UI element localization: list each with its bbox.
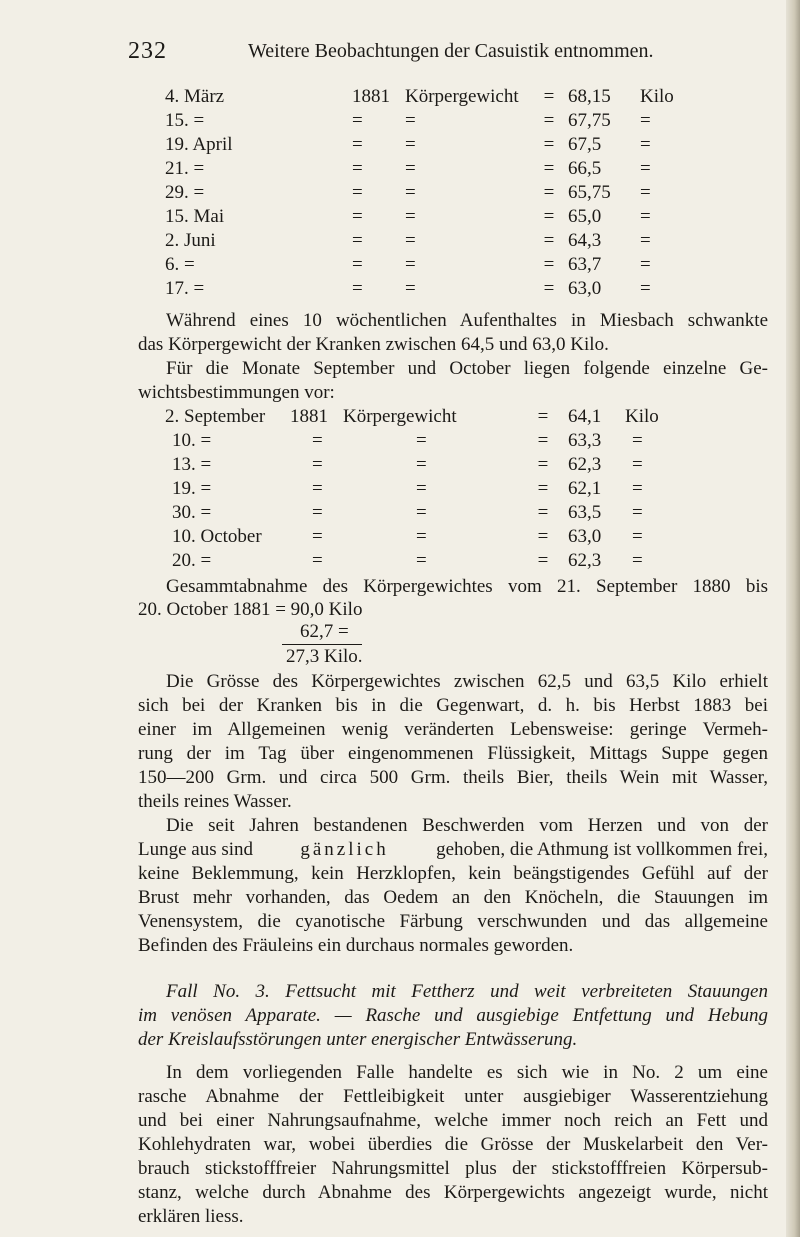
weight-value: 67,5 [568, 134, 602, 155]
year-cell: = [312, 478, 323, 499]
text-line [138, 838, 768, 862]
label-cell: = [416, 502, 427, 523]
label-cell: Körpergewicht [405, 86, 519, 107]
equals-sign: = [537, 526, 549, 547]
table-row [0, 278, 800, 302]
text-line: im venösen Apparate. — Rasche und ausgiebige Entfettung und Hebung [138, 1005, 768, 1026]
date-cell: 10. = [172, 430, 212, 451]
weight-value: 63,0 [568, 526, 602, 547]
year-cell: = [352, 278, 363, 299]
weight-value: 62,3 [568, 550, 602, 571]
table-row [0, 86, 800, 110]
date-cell: 29. = [165, 182, 205, 203]
paragraph-weight-maintenance [138, 670, 768, 814]
date-cell: 6. = [165, 254, 195, 275]
text-line: Brust mehr vorhanden, das Oedem an den Knöcheln, die Stauungen im [138, 887, 768, 908]
unit-cell: = [640, 182, 651, 203]
equals-sign: = [543, 86, 555, 107]
text-line: 150—200 Grm. und circa 500 Grm. theils Bier, theils Wein mit Wasser, [138, 767, 768, 788]
text-line: rung der im Tag über eingenommenen Flüssigkeit, Mittags Suppe gegen [138, 743, 768, 764]
weight-value: 64,1 [568, 406, 602, 427]
unit-cell: = [640, 254, 651, 275]
label-cell: = [405, 254, 416, 275]
unit-cell: = [640, 230, 651, 251]
equals-sign: = [537, 454, 549, 475]
table-row [0, 454, 800, 478]
text-line: Venensystem, die cyanotische Färbung verschwunden und das allgemeine [138, 911, 768, 932]
equals-sign: = [543, 278, 555, 299]
summary-line-2: 20. October 1881 = 90,0 Kilo [138, 599, 363, 620]
year-cell: 1881 [290, 406, 328, 427]
label-cell: = [405, 158, 416, 179]
label-cell: = [405, 230, 416, 251]
text-line: Befinden des Fräuleins ein durchaus normales geworden. [138, 935, 574, 956]
text-line: wichtsbestimmungen vor: [138, 382, 335, 403]
equals-sign: = [537, 406, 549, 427]
unit-cell: = [632, 430, 643, 451]
table-row [0, 230, 800, 254]
year-cell: = [352, 254, 363, 275]
weight-value: 68,15 [568, 86, 611, 107]
unit-cell: = [632, 478, 643, 499]
summary-subtrahend: 62,7 = [300, 621, 349, 642]
text-line: sich bei der Kranken bis in die Gegenwart, d. h. bis Herbst 1883 bei [138, 695, 768, 716]
year-cell: = [352, 158, 363, 179]
paragraph-symptoms [138, 814, 768, 958]
paragraph-case-3 [138, 1061, 768, 1229]
equals-sign: = [537, 430, 549, 451]
text-line: Fall No. 3. Fettsucht mit Fettherz und weit verbreiteten Stauungen [166, 981, 768, 1002]
equals-sign: = [543, 110, 555, 131]
weight-value: 66,5 [568, 158, 602, 179]
weight-value: 64,3 [568, 230, 602, 251]
date-cell: 2. September [165, 406, 266, 427]
year-cell: = [312, 430, 323, 451]
paragraph-miesbach [138, 309, 768, 405]
label-cell: = [416, 478, 427, 499]
unit-cell: = [640, 278, 651, 299]
table-row [0, 254, 800, 278]
equals-sign: = [543, 134, 555, 155]
year-cell: = [352, 206, 363, 227]
weight-value: 65,0 [568, 206, 602, 227]
unit-cell: = [640, 206, 651, 227]
unit-cell: Kilo [625, 406, 659, 427]
text-line: der Kreislaufsstörungen unter energischer Entwässerung. [138, 1029, 578, 1050]
unit-cell: = [640, 134, 651, 155]
table-row [0, 502, 800, 526]
equals-sign: = [537, 550, 549, 571]
unit-cell: Kilo [640, 86, 674, 107]
text-line: brauch stickstofffreier Nahrungsmittel plus der stickstofffreien Körpersub- [138, 1158, 768, 1179]
date-cell: 30. = [172, 502, 212, 523]
text-line: Die Grösse des Körpergewichtes zwischen 62,5 und 63,5 Kilo erhielt [166, 671, 768, 692]
label-cell: = [416, 454, 427, 475]
text-line: einer im Allgemeinen wenig veränderten Lebensweise: geringe Vermeh- [138, 719, 768, 740]
text-line: stanz, welche durch Abnahme des Körpergewichts angezeigt wurde, nicht [138, 1182, 768, 1203]
year-cell: = [312, 526, 323, 547]
weight-value: 62,3 [568, 454, 602, 475]
weight-value: 67,75 [568, 110, 611, 131]
text-line: Für die Monate September und October liegen folgende einzelne Ge- [166, 358, 768, 379]
date-cell: 19. April [165, 134, 233, 155]
equals-sign: = [543, 158, 555, 179]
text-line: Die seit Jahren bestandenen Beschwerden vom Herzen und von der [166, 815, 768, 836]
unit-cell: = [640, 110, 651, 131]
text-line: und bei einer Nahrungsaufnahme, welche immer noch reich an Fett und [138, 1110, 768, 1131]
date-cell: 4. März [165, 86, 225, 107]
page-number: 232 [128, 38, 167, 64]
equals-sign: = [543, 254, 555, 275]
label-cell: = [416, 526, 427, 547]
equals-sign: = [543, 206, 555, 227]
unit-cell: = [632, 502, 643, 523]
text-line: rasche Abnahme der Fettleibigkeit unter ausgiebiger Wasserentziehung [138, 1086, 768, 1107]
weight-value: 63,3 [568, 430, 602, 451]
date-cell: 21. = [165, 158, 205, 179]
running-head: Weitere Beobachtungen der Casuistik entnommen. [248, 40, 654, 62]
date-cell: 20. = [172, 550, 212, 571]
emphasis-text: gänzlich [300, 839, 389, 860]
text-line: Kohlehydraten war, wobei überdies die Grösse der Muskelarbeit den Ver- [138, 1134, 768, 1155]
label-cell: = [405, 134, 416, 155]
text-line: das Körpergewicht der Kranken zwischen 64,5 und 63,0 Kilo. [138, 334, 609, 355]
label-cell: = [405, 278, 416, 299]
case-heading [138, 980, 768, 1052]
date-cell: 19. = [172, 478, 212, 499]
equals-sign: = [537, 502, 549, 523]
table-row [0, 478, 800, 502]
label-cell: = [405, 182, 416, 203]
table-row [0, 206, 800, 230]
text-line: Gesammtabnahme des Körpergewichtes vom 21. September 1880 bis [166, 576, 768, 597]
summary-result: 27,3 Kilo. [286, 646, 363, 667]
unit-cell: = [632, 526, 643, 547]
year-cell: 1881 [352, 86, 390, 107]
table-row [0, 550, 800, 574]
weight-value: 63,7 [568, 254, 602, 275]
year-cell: = [312, 550, 323, 571]
label-cell: Körpergewicht [343, 406, 457, 427]
table-row [0, 406, 800, 430]
weight-value: 65,75 [568, 182, 611, 203]
text-line: erklären liess. [138, 1206, 244, 1227]
table-row [0, 110, 800, 134]
text-line: keine Beklemmung, kein Herzklopfen, kein beängstigendes Gefühl auf der [138, 863, 768, 884]
text-segment: gehoben, die Athmung ist vollkommen frei, [436, 839, 768, 860]
year-cell: = [352, 110, 363, 131]
date-cell: 15. = [165, 110, 205, 131]
date-cell: 17. = [165, 278, 205, 299]
date-cell: 15. Mai [165, 206, 225, 227]
equals-sign: = [537, 478, 549, 499]
year-cell: = [352, 182, 363, 203]
table-row [0, 134, 800, 158]
year-cell: = [312, 454, 323, 475]
table-row [0, 430, 800, 454]
summary-total-loss [138, 575, 768, 599]
label-cell: = [416, 550, 427, 571]
year-cell: = [312, 502, 323, 523]
unit-cell: = [632, 454, 643, 475]
label-cell: = [416, 430, 427, 451]
text-line: theils reines Wasser. [138, 791, 292, 812]
page-header [128, 38, 768, 68]
label-cell: = [405, 206, 416, 227]
weight-value: 63,0 [568, 278, 602, 299]
equals-sign: = [543, 230, 555, 251]
year-cell: = [352, 134, 363, 155]
year-cell: = [352, 230, 363, 251]
unit-cell: = [640, 158, 651, 179]
date-cell: 10. October [172, 526, 262, 547]
weight-value: 62,1 [568, 478, 602, 499]
table-row [0, 182, 800, 206]
weight-value: 63,5 [568, 502, 602, 523]
text-line: In dem vorliegenden Falle handelte es sich wie in No. 2 um eine [166, 1062, 768, 1083]
date-cell: 13. = [172, 454, 212, 475]
text-line: Während eines 10 wöchentlichen Aufenthaltes in Miesbach schwankte [166, 310, 768, 331]
sum-rule [282, 644, 362, 645]
equals-sign: = [543, 182, 555, 203]
unit-cell: = [632, 550, 643, 571]
date-cell: 2. Juni [165, 230, 216, 251]
table-row [0, 158, 800, 182]
table-row [0, 526, 800, 550]
text-segment: Lunge aus sind [138, 839, 254, 860]
label-cell: = [405, 110, 416, 131]
